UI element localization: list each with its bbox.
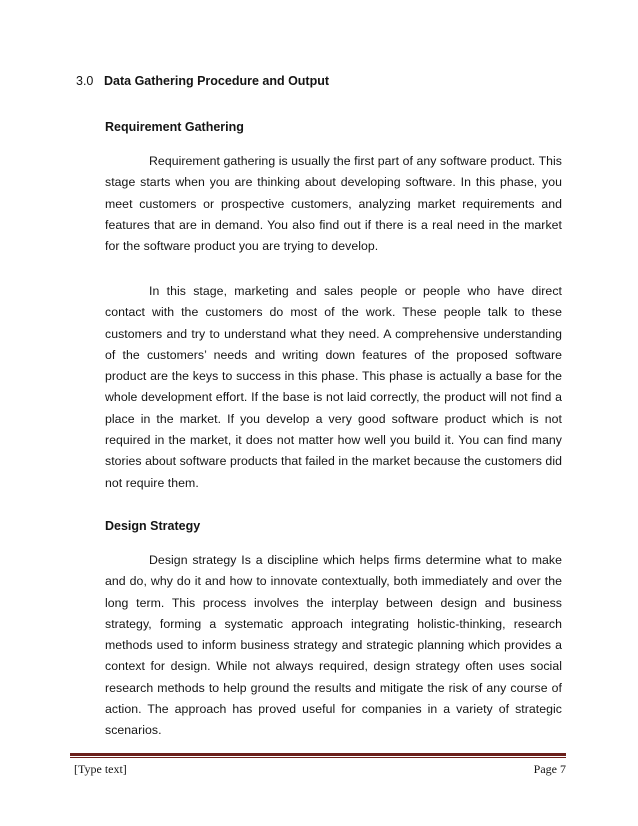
- page-number: Page 7: [533, 762, 566, 776]
- section-title: Data Gathering Procedure and Output: [104, 74, 330, 88]
- section-number: 3.0: [76, 74, 94, 88]
- footer-divider-thin: [70, 757, 566, 758]
- footer-placeholder-text[interactable]: [Type text]: [74, 762, 127, 776]
- section-heading: [76, 74, 329, 88]
- requirement-paragraph-2: In this stage, marketing and sales people or people who have direct contact with the customers do most of the work. These people talk to these customers and try to understand what they need. A comprehensive understanding of the customers’ needs and writing down features of the proposed software product are the keys to success in this phase. This phase is actually a base for the whole development effort. If the base is not laid correctly, the product will not find a place in the market. If you develop a very good software product which is not required in the market, it does not matter how well you build it. You can find many stories about software products that failed in the market because the customers did not require them.: [105, 284, 562, 490]
- design-paragraph-1: Design strategy Is a discipline which helps firms determine what to make and do, why do it and how to innovate contextually, both immediately and over the long term. This process involves the interplay between design and business strategy, forming a systematic approach integrating holistic-thinking, research methods used to inform business strategy and strategic planning which provides a context for design. While not always required, design strategy often uses social research methods to help ground the results and mitigate the risk of any course of action. The approach has proved useful for companies in a variety of strategic scenarios.: [105, 553, 562, 738]
- footer-divider: [70, 753, 566, 756]
- design-strategy-heading: Design Strategy: [105, 519, 201, 533]
- requirement-gathering-heading: Requirement Gathering: [105, 120, 244, 134]
- requirement-paragraph-1: Requirement gathering is usually the first part of any software product. This stage starts when you are thinking about developing software. In this phase, you meet customers or prospective customers, analyzing market requirements and features that are in demand. You also find out if there is a real need in the market for the software product you are trying to develop.: [105, 154, 562, 254]
